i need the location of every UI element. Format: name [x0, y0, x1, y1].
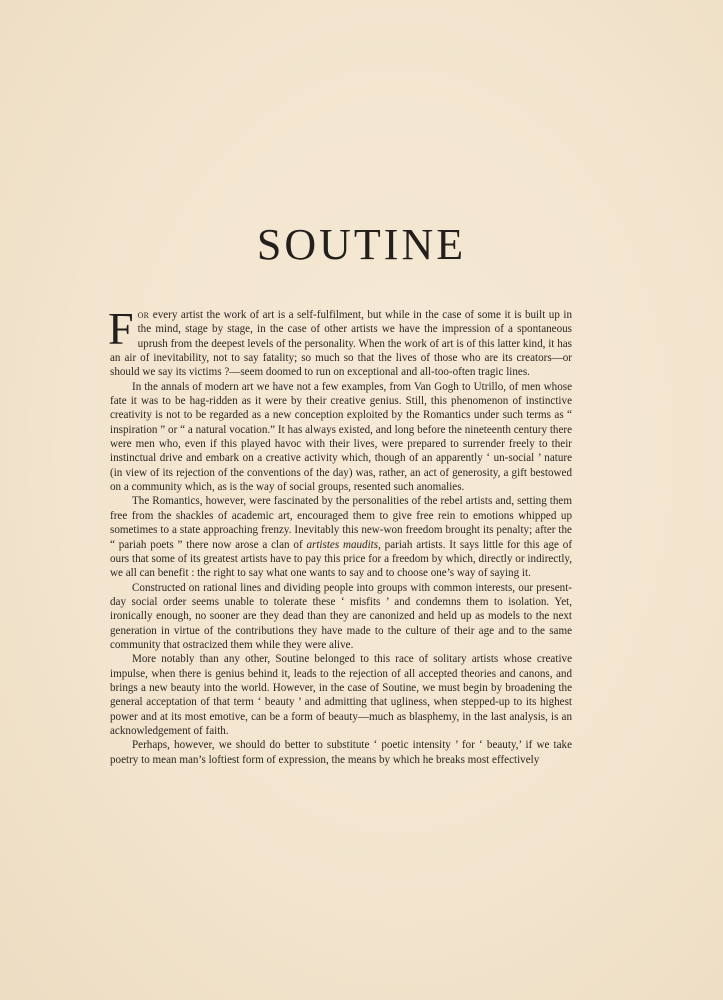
drop-cap: F	[108, 303, 134, 354]
paragraph-3	[110, 494, 572, 580]
paragraph-3-text-after: , pariah artists. It says little for this age of ours that some of its greatest artists have to pay this price for a freedom by which, directly or indirectly, we all can benefit : the right to say what one wants to say and to choose one’s way of saying it.	[110, 538, 573, 580]
italic-phrase: artistes maudits	[306, 538, 379, 551]
paragraph-4: Constructed on rational lines and dividing people into groups with common interests, our present-day social order seems unable to tolerate these ‘ misfits ’ and condemns them to isolation. Yet, ironically enough, no sooner are they dead than they are canonized and held up as models to the next generation in virtue of the contributions they have made to the culture of their age and to the same community that ostracized them while they were alive.	[110, 581, 572, 651]
paragraph-6: Perhaps, however, we should do better to substitute ‘ poetic intensity ’ for ‘ beauty,’ if we take poetry to mean man’s loftiest form of expression, the means by which he breaks most effectively	[110, 739, 572, 766]
paragraph-1-text: every artist the work of art is a self-fulfilment, but while in the case of some it is built up in the mind, stage by stage, in the case of other artists we have the impression of a spontaneous uprush from the deepest levels of the personality. When the work of art is of this latter kind, it has an air of inevitability, not to say fatality; so much so that the lives of those who are its creators—or should we say its victims ?—seem doomed to run on exceptional and all-too-often tragic lines.	[110, 309, 572, 379]
body-text	[108, 303, 573, 767]
paragraph-5: More notably than any other, Soutine belonged to this race of solitary artists whose creative impulse, when there is genius behind it, leads to the rejection of all accepted theories and canons, and brings a new beauty into the world. However, in the case of Soutine, we must begin by broadening the general acceptation of that term ‘ beauty ’ and admitting that ugliness, when stepped-up to its highest power and at its most emotive, can be a form of beauty—much as blasphemy, in the last analysis, is an acknowledgement of faith.	[110, 653, 572, 737]
lead-word: or	[137, 309, 150, 321]
page-title: SOUTINE	[256, 220, 467, 269]
paragraph-2: In the annals of modern art we have not a few examples, from Van Gogh to Utrillo, of men whose fate it was to be hag-ridden as it were by their creative genius. Still, this phenomenon of instinctive creativity is not to be regarded as a new conception exploited by the Romantics under such terms as “ inspiration ” or “ a natural vocation.” It has always existed, and long before the nineteenth century there were men who, even if this played havoc with their lives, were prepared to surrender freely to their instinctual drive and embark on a creative activity which, though of an apparently ‘ un-social ’ nature (in view of its rejection of the conventions of the day) was, rather, an act of generosity, a gift bestowed on a community which, as is the way of social groups, resented such anomalies.	[110, 380, 572, 494]
paragraph-1	[108, 303, 572, 380]
paragraph-3-text-before: The Romantics, however, were fascinated by the personalities of the rebel artists and, setting them free from the shackles of academic art, encouraged them to give free rein to emotions whipped up sometimes to a state approaching frenzy. Inevitably this new-won freedom brought its penalty; after the “ pariah poets ” there now arose a clan of	[110, 495, 572, 551]
